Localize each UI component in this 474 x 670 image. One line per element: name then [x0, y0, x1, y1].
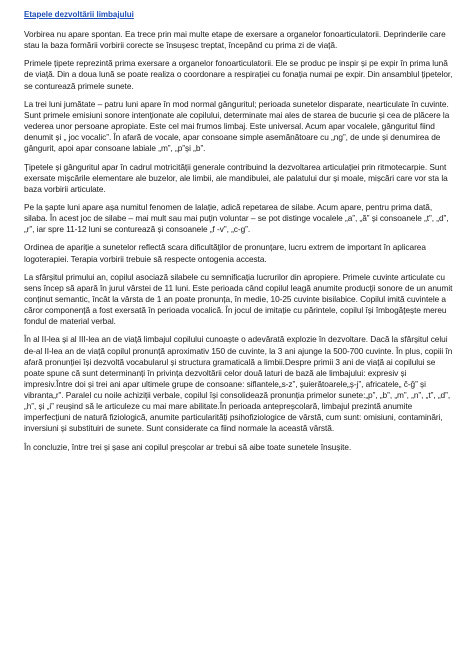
- paragraph-intro: Vorbirea nu apare spontan. Ea trece prin mai multe etape de exersare a organelor fonoarticulatorii. Deprinderile care stau la baza formării vorbirii corecte se însușesc treptat, începând cu prima zi de viață.: [24, 29, 446, 51]
- paragraph-babbling: Pe la șapte luni apare așa numitul fenomen de lalație, adică repetarea de silabe. Acum apare, pentru prima dată, silaba. În acest joc de silabe – mai mult sau mai puțin voluntar – se pot distinge vocalele „a”, „ă” și consoanele „t”, „d”, „r”, iar spre 11-12 luni se conturează și consoanele „f -v”, „c-g”.: [24, 201, 449, 235]
- document-title[interactable]: Etapele dezvoltării limbajului: [24, 10, 134, 19]
- paragraph-sound-order: Ordinea de apariție a sunetelor reflectă scara dificultăților de pronunțare, lucru extrem de important în aplicarea logoterapiei. Terapia vorbirii trebuie să respecte ontogenia accesta.: [24, 242, 426, 264]
- paragraph-language-explosion: În al II-lea și al III-lea an de viață limbajul copilului cunoaște o adevărată explozie în dezvoltare. Dacă la sfârșitul celui de-al II-lea an de viață copilul pronunță aproximativ 150 de cuvinte, la 3 ani ajunge la 500-700 cuvinte. În plus, copiii în afară pronunției își dezvoltă vocabularul și structura gramaticală a limbii.Despre primii 3 ani de viață ai copilului se poate spune că sunt determinanți în privința dezvoltării celor două laturi de bază ale limbajului: expresiv și impresiv.Între doi și trei ani apar ultimele grupe de consoane: siflantele„s-z”, șuierătoarele„ș-j”, africatele„ č-ğ” și vibranta„r”. Paralel cu noile achiziții verbale, copilul își consolidează pronunția primelor sunete:„p”, „b”, „m”, „n”, „t”, „d”, „h”, și „i” reușind să le articuleze cu mai mare abilitate.În perioada antepreșcolară, limbajul prezintă anumite imperfecțiuni de natură fiziologică, anumite particularități psihofiziologice de vârstă, cum sunt: omisiuni, contaminări, inversiuni și substituiri de sunete. Sunt considerate ca fiind normale la această vârstă.: [24, 334, 453, 434]
- paragraph-motricity: Țipetele și gânguritul apar în cadrul motricității generale contribuind la dezvoltarea articulației prin ritmotecarpie. Sunt exersate mișcările elementare ale buzelor, ale limbii, ale mandibulei, ale palatului dur și moale, mișcări care vor sta la baza vorbirii articulate.: [24, 161, 448, 194]
- paragraph-cooing: La trei luni jumătate – patru luni apare în mod normal gânguritul; perioada sunetelor disparate, nearticulate în cuvinte. Sunt primele emisiuni sonore intenționate ale copilului, determinate mai ales de starea de bucurie și cea de plăcere la vederea unor persoane apropiate. Este cel mai frumos limbaj. Este universal. Acum apar vocalele, gânguritul fiind denumit și „ joc vocalic”. În afară de vocale, apar consoane simple asemănătoare cu „ng”, de unde și denumirea de gângurit, apoi apar consoane labiale „m”, „p”și „b”.: [24, 98, 450, 154]
- paragraph-first-cries: Primele țipete reprezintă prima exersare a organelor fonoarticulatorii. Ele se produc pe inspir și pe expir în prima lună de viață. Din a doua lună se poate realiza o coordonare a respirației cu fonația numai pe expir. Din ansamblul țipetelor, se conturează primele sunete.: [24, 58, 453, 91]
- paragraph-conclusion: În concluzie, între trei și șase ani copilul preșcolar ar trebui să aibe toate sunetele însușite.: [24, 441, 352, 452]
- paragraph-first-words: La sfârșitul primului an, copilul asociază silabele cu semnificația lucrurilor din apropiere. Primele cuvinte articulate cu sens încep să apară în jurul vârstei de 11 luni. Este perioada când copilul leagă anumite producții sonore de un anumit conținut semantic, încât la vârsta de 1 an poate pronunța, în medie, 10-25 cuvinte bisilabice. Copilul imită cuvintele a căror componență a fost exersată în perioada vocalică. În jocul de imitație cu părintele, copilul își îmbogățește mereu fondul de material verbal.: [24, 271, 453, 327]
